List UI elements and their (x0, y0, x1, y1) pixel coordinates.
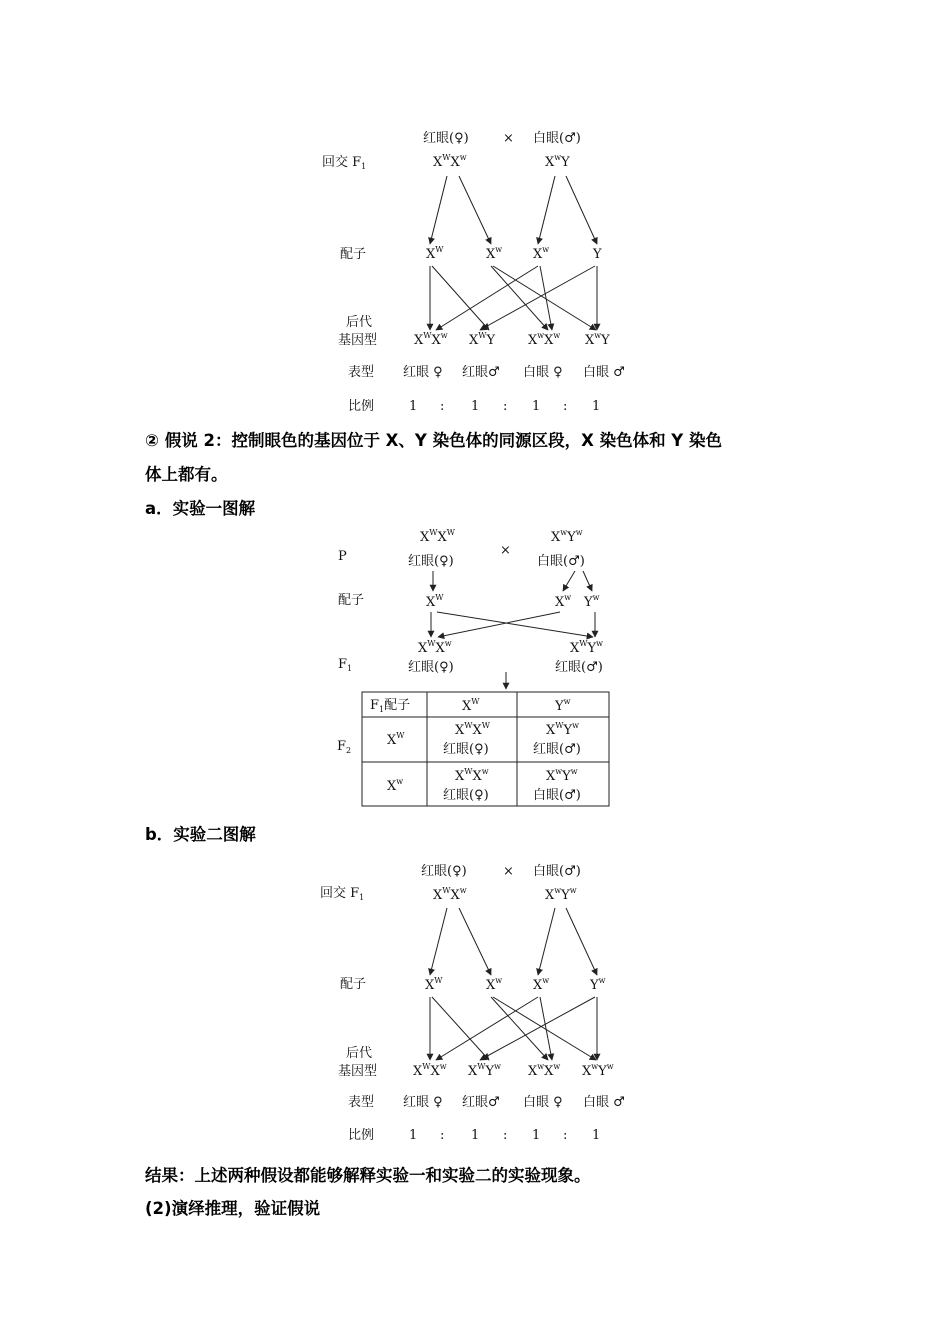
offspring-genotype: $X^WX^w$ (414, 331, 448, 348)
arrow-gamete-to-offspring (540, 266, 552, 330)
gamete: $X^w$ (533, 245, 550, 262)
offspring-genotype: $X^WX^w$ (413, 1062, 447, 1079)
row-label-backcross: 回交 $F_1$ (322, 155, 367, 171)
offspring-genotype: $X^wY^w$ (582, 1062, 614, 1079)
phenotype: 红眼 ♀ (403, 365, 443, 380)
parent-female-label: 红眼(♀) (421, 864, 467, 879)
arrow-gamete-to-offspring (480, 266, 595, 330)
row-label-phenotype: 表型 (348, 1095, 375, 1110)
figure-hypothesis1-backcross (0, 0, 950, 420)
arrow-gamete-to-offspring (493, 266, 596, 330)
cross-sign: × (503, 864, 514, 879)
phenotype: 红眼♂ (462, 365, 500, 380)
table-cell-genotype: $X^WX^w$ (455, 767, 489, 784)
row-label-ratio: 比例 (348, 399, 375, 414)
hypothesis2-text-line2: 体上都有。 (145, 465, 228, 484)
female-genotype: $X^WX^w$ (433, 153, 467, 170)
arrow-p-to-gamete (538, 908, 555, 975)
table-cell-phenotype: 红眼(♀) (443, 788, 489, 803)
gamete: Y (593, 247, 602, 262)
gamete: $Y^w$ (590, 976, 606, 993)
f1-female-genotype: $X^WX^w$ (418, 639, 452, 656)
row-label-gamete: 配子 (338, 593, 365, 608)
table-cell-genotype: $X^WX^W$ (455, 721, 490, 738)
ratio-colon: : (503, 1128, 508, 1143)
ratio-colon: : (563, 399, 568, 414)
section-2-heading: (2)演绎推理，验证假说 (145, 1199, 321, 1218)
f1-female-phenotype: 红眼(♀) (408, 660, 454, 675)
table-cell-phenotype: 红眼(♀) (443, 742, 489, 757)
p-male-phenotype: 白眼(♂) (537, 554, 585, 569)
row-label-gamete: 配子 (340, 247, 367, 262)
p-female-genotype: $X^WX^W$ (420, 528, 455, 545)
offspring-genotype: $X^wX^w$ (528, 331, 561, 348)
row-label-phenotype: 表型 (348, 365, 375, 380)
row-label-backcross: 回交 $F_1$ (320, 886, 365, 902)
arrow-p-to-gamete (430, 176, 447, 244)
experiment2-heading: b．实验二图解 (145, 825, 256, 844)
ratio-colon: : (440, 1128, 445, 1143)
p-female-phenotype: 红眼(♀) (408, 554, 454, 569)
arrow-gamete-to-offspring (436, 997, 538, 1060)
phenotype: 红眼 ♀ (403, 1095, 443, 1110)
ratio-colon: : (503, 399, 508, 414)
row-label-offspring: 基因型 (338, 1064, 378, 1079)
figure-experiment1 (0, 520, 950, 815)
arrow-p-to-gamete (459, 908, 491, 975)
arrow-gamete-to-offspring (493, 997, 596, 1060)
ratio-value: 1 (532, 399, 541, 414)
row-label-offspring: 后代 (346, 1046, 373, 1061)
cross-sign: × (500, 543, 511, 558)
gamete: $X^W$ (426, 593, 444, 610)
f1-male-phenotype: 红眼(♂) (555, 660, 603, 675)
gamete: $X^W$ (426, 245, 444, 262)
phenotype: 红眼♂ (462, 1095, 500, 1110)
row-label-gamete: 配子 (340, 977, 367, 992)
ratio-value: 1 (409, 399, 418, 414)
female-genotype: $X^WX^w$ (433, 886, 467, 903)
parent-male-label: 白眼(♂) (533, 131, 581, 146)
arrow-gamete-to-offspring (491, 266, 548, 330)
arrow-p-to-gamete (583, 571, 592, 591)
hypothesis2-text-line1: ② 假说 2：控制眼色的基因位于 X、Y 染色体的同源区段，X 染色体和 Y 染色 (145, 431, 723, 450)
table-col-head: $Y^w$ (555, 697, 571, 714)
table-cell-genotype: $X^wY^w$ (546, 767, 578, 784)
arrow-p-to-gamete (538, 176, 555, 244)
f1-male-genotype: $X^WY^w$ (570, 639, 603, 656)
arrow-gamete-to-offspring (480, 997, 595, 1060)
row-label-offspring: 后代 (346, 315, 373, 330)
phenotype: 白眼 ♀ (523, 1095, 563, 1110)
row-label-offspring: 基因型 (338, 333, 378, 348)
arrow-gamete-to-offspring (436, 266, 538, 330)
arrow-gamete-to-offspring (540, 997, 552, 1060)
arrow-gamete-to-f1 (438, 612, 560, 637)
phenotype: 白眼 ♀ (523, 365, 563, 380)
gamete: $X^w$ (555, 593, 572, 610)
ratio-value: 1 (471, 1128, 480, 1143)
arrow-gamete-to-offspring (491, 997, 548, 1060)
phenotype: 白眼 ♂ (583, 365, 625, 380)
ratio-value: 1 (532, 1128, 541, 1143)
offspring-genotype: $X^WY$ (469, 331, 496, 348)
table-corner: $F_1$配子 (370, 698, 411, 714)
ratio-value: 1 (592, 399, 601, 414)
ratio-value: 1 (409, 1128, 418, 1143)
arrow-gamete-to-offspring (432, 997, 489, 1060)
offspring-genotype: $X^wY$ (585, 331, 610, 348)
arrow-p-to-gamete (563, 571, 575, 591)
ratio-value: 1 (471, 399, 480, 414)
row-label-ratio: 比例 (348, 1128, 375, 1143)
row-label-f2: $F_2$ (337, 739, 352, 755)
phenotype: 白眼 ♂ (583, 1095, 625, 1110)
gamete: $X^w$ (486, 976, 503, 993)
figure-experiment2 (0, 850, 950, 1150)
gamete: $Y^w$ (584, 593, 600, 610)
gamete: $X^w$ (486, 245, 503, 262)
row-label-f1: $F_1$ (338, 657, 353, 673)
ratio-value: 1 (592, 1128, 601, 1143)
row-label-p: P (338, 549, 347, 564)
table-row-head: $X^W$ (387, 731, 405, 748)
table-row-head: $X^w$ (387, 777, 404, 794)
offspring-genotype: $X^WY^w$ (468, 1062, 501, 1079)
arrow-p-to-gamete (459, 176, 491, 244)
experiment1-heading: a．实验一图解 (145, 499, 256, 518)
arrow-p-to-gamete (566, 908, 597, 975)
parent-female-label: 红眼(♀) (423, 131, 469, 146)
gamete: $X^w$ (533, 976, 550, 993)
male-genotype: $X^wY^w$ (545, 886, 577, 903)
p-male-genotype: $X^wY^w$ (551, 528, 583, 545)
gamete: $X^W$ (425, 976, 443, 993)
table-cell-genotype: $X^WY^w$ (546, 721, 579, 738)
result-text: 结果：上述两种假设都能够解释实验一和实验二的实验现象。 (145, 1166, 591, 1185)
cross-sign: × (503, 131, 514, 146)
table-cell-phenotype: 红眼(♂) (533, 742, 581, 757)
table-col-head: $X^W$ (462, 697, 480, 714)
arrow-p-to-gamete (430, 908, 447, 975)
male-genotype: $X^wY$ (545, 153, 570, 170)
ratio-colon: : (440, 399, 445, 414)
offspring-genotype: $X^wX^w$ (528, 1062, 561, 1079)
table-cell-phenotype: 白眼(♂) (533, 788, 581, 803)
ratio-colon: : (563, 1128, 568, 1143)
parent-male-label: 白眼(♂) (533, 864, 581, 879)
arrow-gamete-to-f1 (437, 612, 593, 637)
arrow-gamete-to-offspring (432, 266, 489, 330)
arrow-p-to-gamete (566, 176, 597, 244)
